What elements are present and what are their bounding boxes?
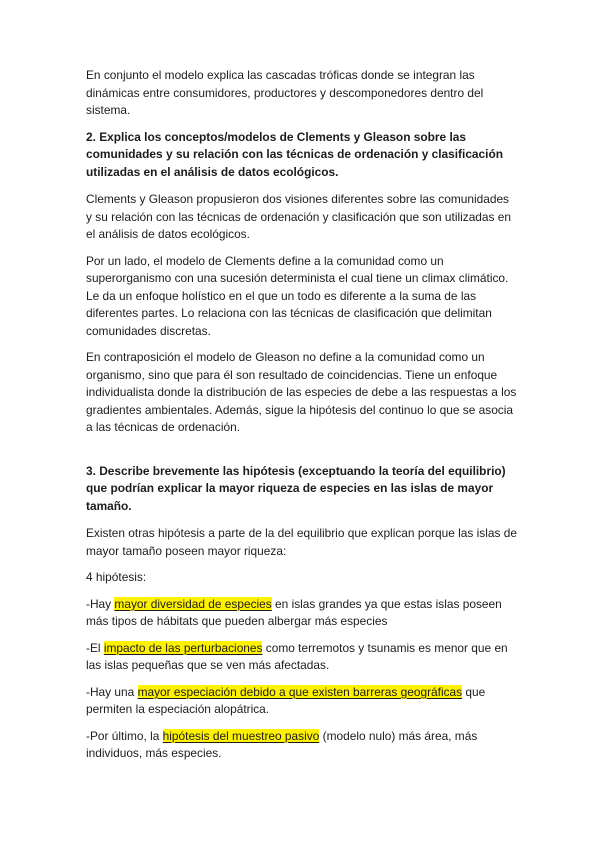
- hypothesis-prefix: -Hay una: [86, 684, 138, 699]
- highlighted-term: mayor especiación debido a que existen barreras geográficas: [137, 684, 463, 699]
- intro-paragraph: En conjunto el modelo explica las cascadas tróficas donde se integran las dinámicas entre consumidores, productores y descomponedores dentro del sistema.: [86, 68, 484, 117]
- highlighted-term: hipótesis del muestreo pasivo: [162, 728, 320, 743]
- hypothesis-text: en islas grandes ya que estas islas poseen más tipos de hábitats que pueden albergar más especies: [86, 596, 502, 628]
- hypothesis-item: [86, 684, 517, 719]
- highlighted-term: mayor diversidad de especies: [114, 596, 272, 611]
- hypothesis-prefix: -Hay: [86, 596, 115, 611]
- q3-paragraph-1: Existen otras hipótesis a parte de la del equilibrio que explican porque las islas de mayor tamaño poseen mayor riqueza:: [86, 526, 517, 558]
- q2-paragraph-2: Por un lado, el modelo de Clements define a la comunidad como un superorganismo con una sucesión determinista el cual tiene un climax climático. Le da un enfoque holístico en el que un todo es diferente a la suma de las diferentes partes. Lo relaciona con las técnicas de clasificación que delimitan comunidades discretas.: [86, 253, 509, 338]
- section-spacer: [86, 446, 517, 463]
- hypothesis-prefix: -Por último, la: [86, 728, 163, 743]
- hypothesis-text: que permiten la especiación alopátrica.: [86, 684, 486, 716]
- question-2-heading: 2. Explica los conceptos/modelos de Clements y Gleason sobre las comunidades y su relación con las técnicas de ordenación y clasificación utilizadas en el análisis de datos ecológicos.: [86, 129, 503, 179]
- q2-paragraph-1: Clements y Gleason propusieron dos visiones diferentes sobre las comunidades y su relación con las técnicas de ordenación y clasificación que son utilizadas en el análisis de datos ecológicos.: [86, 192, 512, 241]
- question-3-heading: 3. Describe brevemente las hipótesis (exceptuando la teoría del equilibrio) que podrían explicar la mayor riqueza de especies en las islas de mayor tamaño.: [86, 463, 506, 513]
- highlighted-term: impacto de las perturbaciones: [103, 640, 263, 655]
- q2-paragraph-3: En contraposición el modelo de Gleason no define a la comunidad como un organismo, sino que para él son resultado de coincidencias. Tiene un enfoque individualista donde la distribución de las especies de debe a las respuestas a los gradientes ambientales. Además, sigue la hipótesis del continuo lo que se asocia a las técnicas de ordenación.: [86, 350, 517, 434]
- hypothesis-item: [86, 640, 517, 675]
- q3-hypotheses-count: 4 hipótesis:: [86, 570, 147, 584]
- hypothesis-prefix: -El: [86, 640, 104, 655]
- hypothesis-item: [86, 596, 517, 631]
- hypothesis-item: [86, 728, 517, 763]
- hypothesis-text: (modelo nulo) más área, más individuos, más especies.: [86, 728, 478, 760]
- hypothesis-text: como terremotos y tsunamis es menor que en las islas pequeñas que se ven más afectadas.: [86, 640, 508, 672]
